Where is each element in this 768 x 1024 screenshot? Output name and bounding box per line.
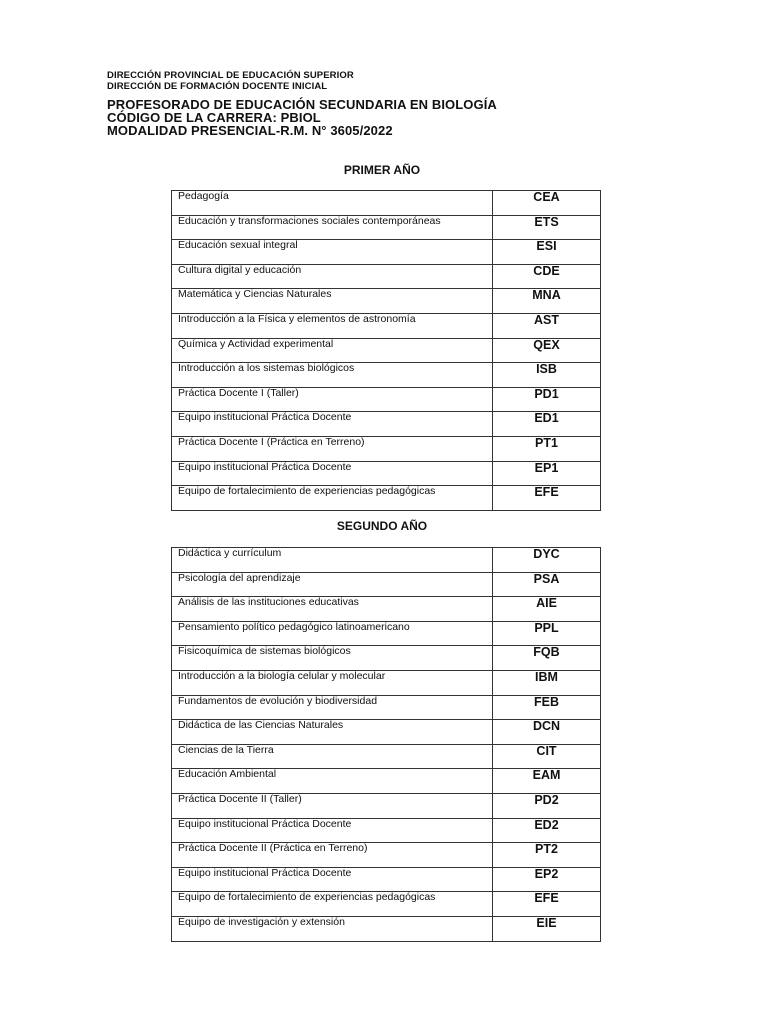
subject-code: EP1: [493, 461, 601, 486]
subject-code: DYC: [493, 548, 601, 573]
subject-name: Práctica Docente I (Taller): [178, 386, 299, 399]
subject-name-cell: [172, 916, 493, 941]
subject-name: Práctica Docente II (Práctica en Terreno): [178, 842, 368, 855]
program-header: [107, 98, 497, 137]
table-row: [172, 240, 601, 265]
subject-code: CIT: [493, 744, 601, 769]
subject-code: FQB: [493, 646, 601, 671]
table-row: [172, 264, 601, 289]
subject-name: Educación y transformaciones sociales contemporáneas: [178, 214, 441, 227]
subject-code: ETS: [493, 215, 601, 240]
subject-code: EIE: [493, 916, 601, 941]
table-row: [172, 818, 601, 843]
subject-name-cell: [172, 744, 493, 769]
subject-code: MNA: [493, 289, 601, 314]
subject-name: Psicología del aprendizaje: [178, 571, 301, 584]
table-row: [172, 313, 601, 338]
subject-code: ED1: [493, 412, 601, 437]
section-title-first-year: PRIMER AÑO: [343, 163, 421, 177]
subject-name: Pedagogía: [178, 190, 229, 202]
table-row: [172, 843, 601, 868]
subject-name: Educación sexual integral: [178, 239, 298, 252]
subject-name-cell: [172, 646, 493, 671]
subject-code: PD1: [493, 387, 601, 412]
table-row: [172, 867, 601, 892]
subject-name: Cultura digital y educación: [178, 263, 302, 276]
subject-name-cell: [172, 670, 493, 695]
subject-name-cell: [172, 289, 493, 314]
subject-name-cell: [172, 215, 493, 240]
subject-name: Equipo de investigación y extensión: [178, 915, 345, 928]
subject-name: Equipo institucional Práctica Docente: [178, 817, 352, 830]
program-code: CÓDIGO DE LA CARRERA: PBIOL: [107, 110, 321, 125]
institution-line-1: DIRECCIÓN PROVINCIAL DE EDUCACIÓN SUPERIOR: [107, 70, 354, 81]
subject-name-cell: [172, 843, 493, 868]
subject-name-cell: [172, 572, 493, 597]
table-row: [172, 486, 601, 511]
table-row: [172, 916, 601, 941]
subject-name-cell: [172, 240, 493, 265]
subject-name: Educación Ambiental: [178, 768, 277, 781]
program-title: PROFESORADO DE EDUCACIÓN SECUNDARIA EN BIOLOGÍA: [107, 97, 497, 112]
subject-name-cell: [172, 867, 493, 892]
subject-name-cell: [172, 793, 493, 818]
institution-line-2: DIRECCIÓN DE FORMACIÓN DOCENTE INICIAL: [107, 81, 328, 92]
subject-name: Equipo de fortalecimiento de experiencias pedagógicas: [178, 485, 436, 498]
subject-name-cell: [172, 486, 493, 511]
table-row: [172, 744, 601, 769]
subject-code: ESI: [493, 240, 601, 265]
subject-name: Equipo institucional Práctica Docente: [178, 411, 352, 424]
subject-name: Práctica Docente I (Práctica en Terreno): [178, 435, 365, 448]
table-row: [172, 646, 601, 671]
subject-name-cell: [172, 769, 493, 794]
subject-code: AIE: [493, 597, 601, 622]
subjects-table-first-year: [171, 190, 601, 511]
subject-code: PT1: [493, 436, 601, 461]
subject-name-cell: [172, 436, 493, 461]
subject-name-cell: [172, 621, 493, 646]
subject-code: EAM: [493, 769, 601, 794]
subject-name-cell: [172, 363, 493, 388]
subject-name-cell: [172, 387, 493, 412]
subject-code: CDE: [493, 264, 601, 289]
subject-name: Equipo de fortalecimiento de experiencias pedagógicas: [178, 891, 436, 904]
subject-name: Introducción a la biología celular y molecular: [178, 669, 386, 682]
subject-code: ISB: [493, 363, 601, 388]
subject-code: QEX: [493, 338, 601, 363]
subject-name: Pensamiento político pedagógico latinoamericano: [178, 620, 410, 633]
subject-name: Ciencias de la Tierra: [178, 743, 274, 756]
table-row: [172, 461, 601, 486]
subject-name-cell: [172, 191, 493, 216]
subject-name-cell: [172, 695, 493, 720]
table-row: [172, 892, 601, 917]
subject-name: Fundamentos de evolución y biodiversidad: [178, 694, 378, 707]
program-modality: MODALIDAD PRESENCIAL-R.M. N° 3605/2022: [107, 123, 393, 138]
subject-code: EP2: [493, 867, 601, 892]
table-row: [172, 338, 601, 363]
subject-code: AST: [493, 313, 601, 338]
subject-name-cell: [172, 313, 493, 338]
institution-header: [107, 70, 354, 92]
subject-code: PSA: [493, 572, 601, 597]
subject-code: EFE: [493, 892, 601, 917]
table-row: [172, 621, 601, 646]
subject-name-cell: [172, 338, 493, 363]
subject-code: PPL: [493, 621, 601, 646]
subject-code: PT2: [493, 843, 601, 868]
table-row: [172, 769, 601, 794]
subject-code: PD2: [493, 793, 601, 818]
subject-name: Química y Actividad experimental: [178, 337, 334, 350]
subject-name: Análisis de las instituciones educativas: [178, 596, 359, 609]
table-row: [172, 695, 601, 720]
subject-name-cell: [172, 818, 493, 843]
table-row: [172, 548, 601, 573]
subject-name: Introducción a los sistemas biológicos: [178, 362, 355, 375]
table-row: [172, 670, 601, 695]
subject-code: EFE: [493, 486, 601, 511]
table-row: [172, 289, 601, 314]
table-row: [172, 412, 601, 437]
subject-code: DCN: [493, 720, 601, 745]
subject-name: Didáctica y currículum: [178, 547, 282, 559]
subjects-table-second-year: [171, 547, 601, 942]
section-title-second-year: SEGUNDO AÑO: [336, 519, 428, 533]
subject-name-cell: [172, 892, 493, 917]
table-row: [172, 793, 601, 818]
subject-name-cell: [172, 461, 493, 486]
subject-name: Práctica Docente II (Taller): [178, 792, 302, 805]
subject-name-cell: [172, 412, 493, 437]
subject-name: Equipo institucional Práctica Docente: [178, 460, 352, 473]
table-row: [172, 363, 601, 388]
subject-code: ED2: [493, 818, 601, 843]
table-row: [172, 720, 601, 745]
table-row: [172, 597, 601, 622]
subject-name-cell: [172, 597, 493, 622]
subject-name: Fisicoquímica de sistemas biológicos: [178, 645, 351, 658]
table-row: [172, 436, 601, 461]
subject-name-cell: [172, 720, 493, 745]
subject-name: Equipo institucional Práctica Docente: [178, 866, 352, 879]
subject-code: CEA: [493, 191, 601, 216]
subject-code: IBM: [493, 670, 601, 695]
subject-name: Introducción a la Física y elementos de astronomía: [178, 312, 416, 325]
table-row: [172, 572, 601, 597]
subject-name: Matemática y Ciencias Naturales: [178, 288, 332, 301]
subject-name-cell: [172, 548, 493, 573]
table-row: [172, 215, 601, 240]
table-row: [172, 191, 601, 216]
subject-name: Didáctica de las Ciencias Naturales: [178, 719, 344, 732]
subject-name-cell: [172, 264, 493, 289]
subject-code: FEB: [493, 695, 601, 720]
table-row: [172, 387, 601, 412]
